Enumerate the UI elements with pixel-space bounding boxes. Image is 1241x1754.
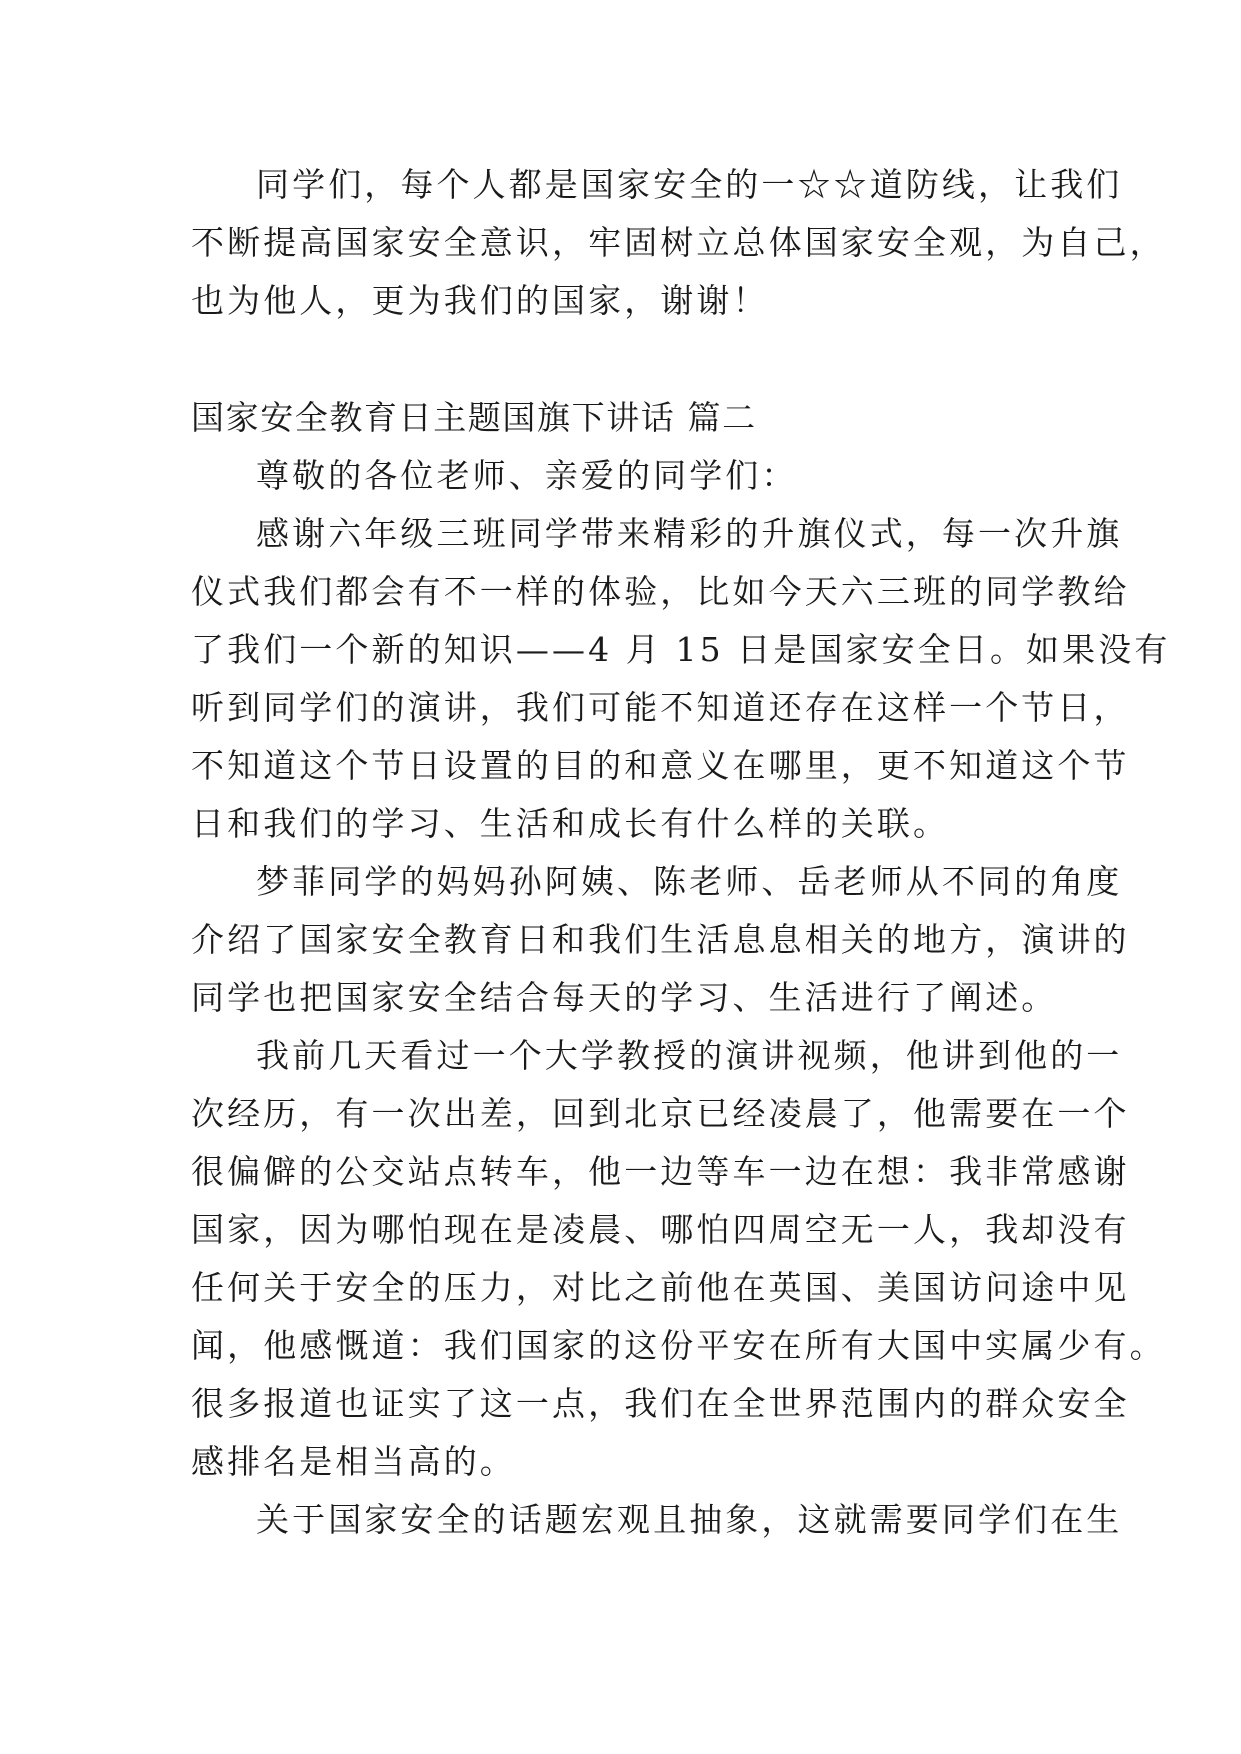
paragraph-line: 闻，他感慨道：我们国家的这份平安在所有大国中实属少有。 (191, 1326, 1166, 1365)
paragraph-line: 关于国家安全的话题宏观且抽象，这就需要同学们在生 (256, 1500, 1123, 1539)
paragraph-line: 感谢六年级三班同学带来精彩的升旗仪式，每一次升旗 (256, 514, 1123, 553)
paragraph-line: 了我们一个新的知识——4 月 15 日是国家安全日。如果没有 (191, 630, 1171, 669)
paragraph-line: 很多报道也证实了这一点，我们在全世界范围内的群众安全 (191, 1384, 1130, 1423)
paragraph-line: 同学们，每个人都是国家安全的一☆☆道防线，让我们 (256, 165, 1123, 204)
paragraph-line: 我前几天看过一个大学教授的演讲视频，他讲到他的一 (256, 1036, 1123, 1075)
paragraph-line: 国家，因为哪怕现在是凌晨、哪怕四周空无一人，我却没有 (191, 1210, 1130, 1249)
paragraph-line: 感排名是相当高的。 (191, 1442, 516, 1481)
paragraph-line: 次经历，有一次出差，回到北京已经凌晨了，他需要在一个 (191, 1094, 1130, 1133)
paragraph-line: 很偏僻的公交站点转车，他一边等车一边在想：我非常感谢 (191, 1152, 1130, 1191)
paragraph-line: 也为他人，更为我们的国家，谢谢！ (191, 281, 769, 320)
paragraph-line: 日和我们的学习、生活和成长有什么样的关联。 (191, 804, 950, 843)
paragraph-line: 仪式我们都会有不一样的体验，比如今天六三班的同学教给 (191, 572, 1130, 611)
salutation: 尊敬的各位老师、亲爱的同学们： (256, 456, 798, 495)
section-heading: 国家安全教育日主题国旗下讲话 篇二 (191, 398, 757, 437)
paragraph-line: 任何关于安全的压力，对比之前他在英国、美国访问途中见 (191, 1268, 1130, 1307)
paragraph-line: 梦菲同学的妈妈孙阿姨、陈老师、岳老师从不同的角度 (256, 862, 1123, 901)
paragraph-line: 不知道这个节日设置的目的和意义在哪里，更不知道这个节 (191, 746, 1130, 785)
paragraph-line: 听到同学们的演讲，我们可能不知道还存在这样一个节日， (191, 688, 1130, 727)
paragraph-line: 同学也把国家安全结合每天的学习、生活进行了阐述。 (191, 978, 1058, 1017)
paragraph-line: 介绍了国家安全教育日和我们生活息息相关的地方，演讲的 (191, 920, 1130, 959)
paragraph-line: 不断提高国家安全意识，牢固树立总体国家安全观，为自己， (191, 223, 1166, 262)
